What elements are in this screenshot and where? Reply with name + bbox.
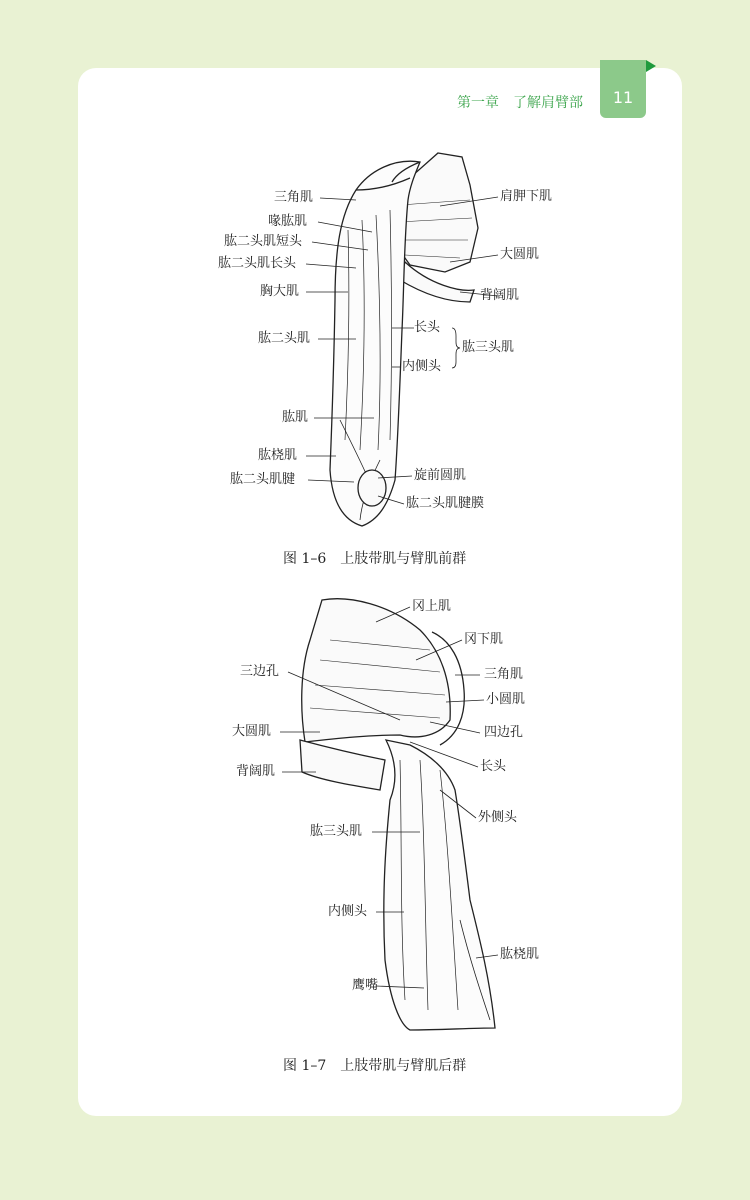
label-deltoid-posterior: 三角肌 — [484, 667, 524, 682]
label-teres-major: 大圆肌 — [500, 247, 540, 262]
figure-caption-1-6: 图 1–6 上肢带肌与臂肌前群 — [283, 551, 467, 567]
label-biceps-tendon: 肱二头肌腱 — [230, 472, 296, 487]
figure-caption-1-7: 图 1–7 上肢带肌与臂肌后群 — [283, 1058, 467, 1074]
label-brachialis: 肱肌 — [282, 410, 309, 425]
label-deltoid: 三角肌 — [274, 190, 314, 205]
label-latissimus-dorsi-posterior: 背阔肌 — [236, 764, 276, 779]
label-pectoralis-major: 胸大肌 — [260, 284, 300, 299]
label-brachioradialis-posterior: 肱桡肌 — [500, 947, 540, 962]
label-biceps-long-head: 肱二头肌长头 — [218, 256, 297, 271]
label-brachioradialis: 肱桡肌 — [258, 448, 298, 463]
label-coracobrachialis: 喙肱肌 — [268, 214, 308, 229]
page-number: 11 — [612, 88, 634, 107]
label-quadrangular-space: 四边孔 — [484, 725, 524, 740]
label-infraspinatus: 冈下肌 — [464, 632, 504, 647]
label-long-head: 长头 — [414, 320, 441, 335]
label-biceps: 肱二头肌 — [258, 331, 311, 346]
label-teres-minor: 小圆肌 — [486, 692, 526, 707]
label-lateral-head: 外侧头 — [478, 810, 518, 825]
label-triceps-posterior: 肱三头肌 — [310, 824, 363, 839]
label-latissimus-dorsi: 背阔肌 — [480, 288, 520, 303]
label-supraspinatus: 冈上肌 — [412, 599, 452, 614]
label-biceps-short-head: 肱二头肌短头 — [224, 234, 303, 249]
label-triceps: 肱三头肌 — [462, 340, 515, 355]
label-teres-major-posterior: 大圆肌 — [232, 724, 272, 739]
label-olecranon: 鹰嘴 — [352, 978, 379, 993]
chapter-title: 第一章 了解肩臂部 — [457, 95, 583, 111]
label-subscapularis: 肩胛下肌 — [500, 189, 553, 204]
label-medial-head: 内侧头 — [402, 359, 442, 374]
label-medial-head-posterior: 内侧头 — [328, 904, 368, 919]
label-long-head-posterior: 长头 — [480, 759, 507, 774]
label-pronator-teres: 旋前圆肌 — [414, 468, 467, 483]
label-bicipital-aponeurosis: 肱二头肌腱膜 — [406, 496, 485, 511]
label-triangular-space: 三边孔 — [240, 664, 280, 679]
